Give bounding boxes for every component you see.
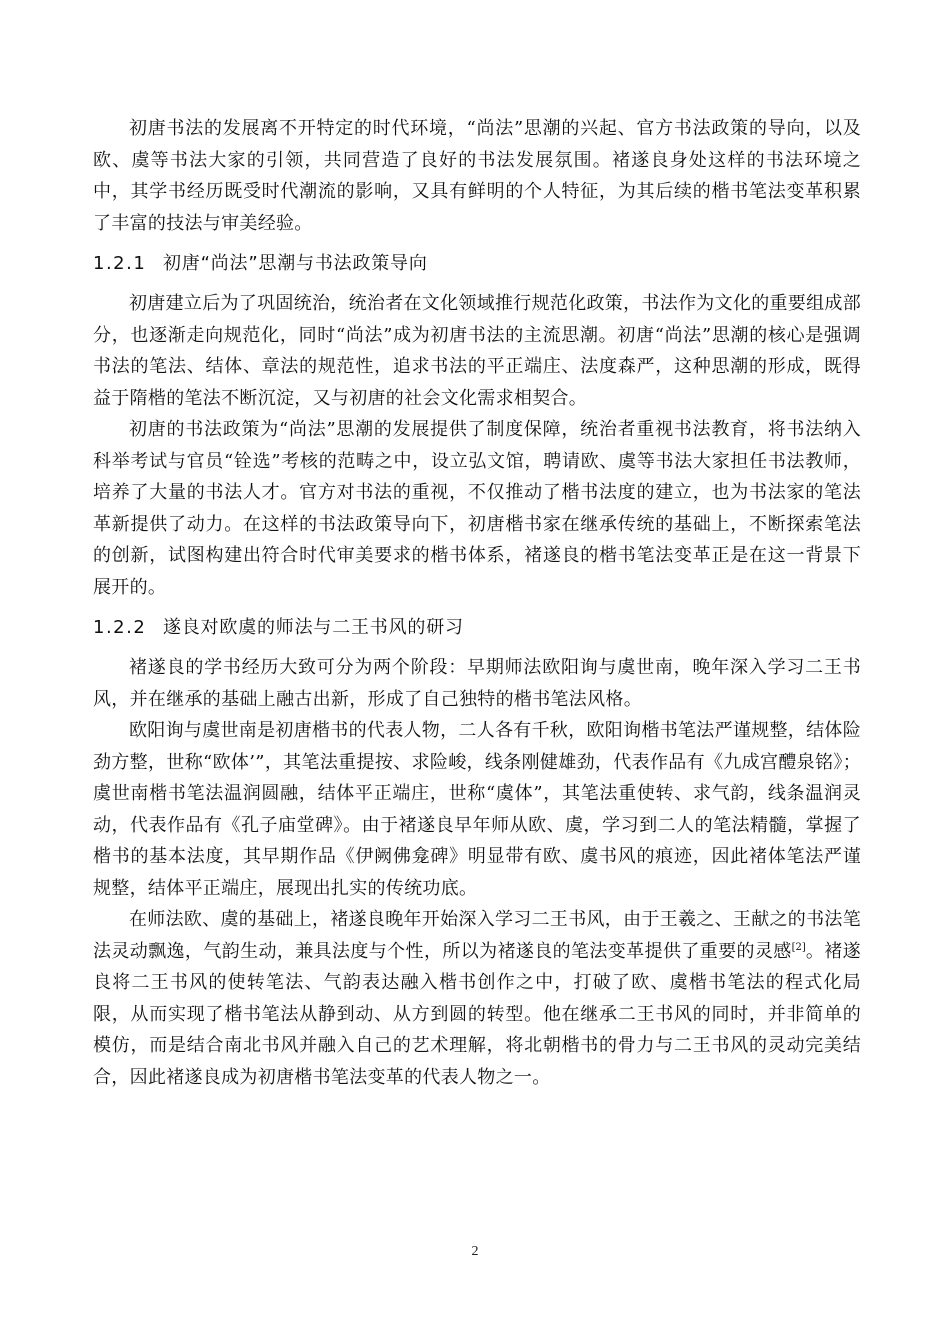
- section-heading-1-2-1: [93, 249, 861, 279]
- intro-paragraph: 初唐书法的发展离不开特定的时代环境，“尚法”思潮的兴起、官方书法政策的导向，以及欧、虞等书法大家的引领，共同营造了良好的书法发展氛围。褚遂良身处这样的书法环境之中，其学书经历既受时代潮流的影响，又具有鲜明的个人特征，为其后续的楷书笔法变革积累了丰富的技法与审美经验。: [93, 118, 861, 234]
- section-heading-1-2-2: [93, 613, 861, 643]
- citation-reference[interactable]: [2]: [791, 941, 806, 953]
- page-body: [93, 113, 861, 1093]
- paragraph-text: 。褚遂良将二王书风的使转笔法、气韵表达融入楷书创作之中，打破了欧、虞楷书笔法的程式化局限，从而实现了楷书笔法从静到动、从方到圆的转型。他在继承二王书风的同时，并非简单的模仿，而是结合南北书风并融入自己的艺术理解，将北朝楷书的骨力与二王书风的灵动完美结合，因此褚遂良成为初唐楷书笔法变革的代表人物之一。: [93, 940, 861, 1088]
- section-title: 遂良对欧虞的师法与二王书风的研习: [163, 617, 464, 638]
- body-paragraph-with-citation: [93, 904, 861, 1093]
- body-paragraph: 褚遂良的学书经历大致可分为两个阶段：早期师法欧阳询与虞世南，晚年深入学习二王书风，并在继承的基础上融古出新，形成了自己独特的楷书笔法风格。: [93, 657, 861, 710]
- body-paragraph: 初唐的书法政策为“尚法”思潮的发展提供了制度保障，统治者重视书法教育，将书法纳入科举考试与官员“铨选”考核的范畴之中，设立弘文馆，聘请欧、虞等书法大家担任书法教师，培养了大量的书法人才。官方对书法的重视，不仅推动了楷书法度的建立，也为书法家的笔法革新提供了动力。在这样的书法政策导向下，初唐楷书家在继承传统的基础上，不断探索笔法的创新，试图构建出符合时代审美要求的楷书体系，褚遂良的楷书笔法变革正是在这一背景下展开的。: [93, 419, 861, 598]
- section-number: 1.2.2: [93, 617, 147, 638]
- section-title: 初唐“尚法”思潮与书法政策导向: [163, 253, 428, 274]
- paragraph-text: 在师法欧、虞的基础上，褚遂良晚年开始深入学习二王书风，由于王羲之、王献之的书法笔法灵动飘逸，气韵生动，兼具法度与个性，所以为褚遂良的笔法变革提供了重要的灵感: [93, 909, 861, 962]
- body-paragraph: 初唐建立后为了巩固统治，统治者在文化领域推行规范化政策，书法作为文化的重要组成部分，也逐渐走向规范化，同时“尚法”成为初唐书法的主流思潮。初唐“尚法”思潮的核心是强调书法的笔法、结体、章法的规范性，追求书法的平正端庄、法度森严，这种思潮的形成，既得益于隋楷的笔法不断沉淀，又与初唐的社会文化需求相契合。: [93, 293, 861, 409]
- body-paragraph: 欧阳询与虞世南是初唐楷书的代表人物，二人各有千秋，欧阳询楷书笔法严谨规整，结体险劲方整，世称“欧体’”，其笔法重提按、求险峻，线条刚健雄劲，代表作品有《九成宫醴泉铭》；虞世南楷书笔法温润圆融，结体平正端庄，世称“虞体”，其笔法重使转、求气韵，线条温润灵动，代表作品有《孔子庙堂碑》。由于褚遂良早年师从欧、虞，学习到二人的笔法精髓，掌握了楷书的基本法度，其早期作品《伊阙佛龛碑》明显带有欧、虞书风的痕迹，因此褚体笔法严谨规整，结体平正端庄，展现出扎实的传统功底。: [93, 720, 861, 899]
- page-number: 2: [471, 1244, 479, 1259]
- section-number: 1.2.1: [93, 253, 147, 274]
